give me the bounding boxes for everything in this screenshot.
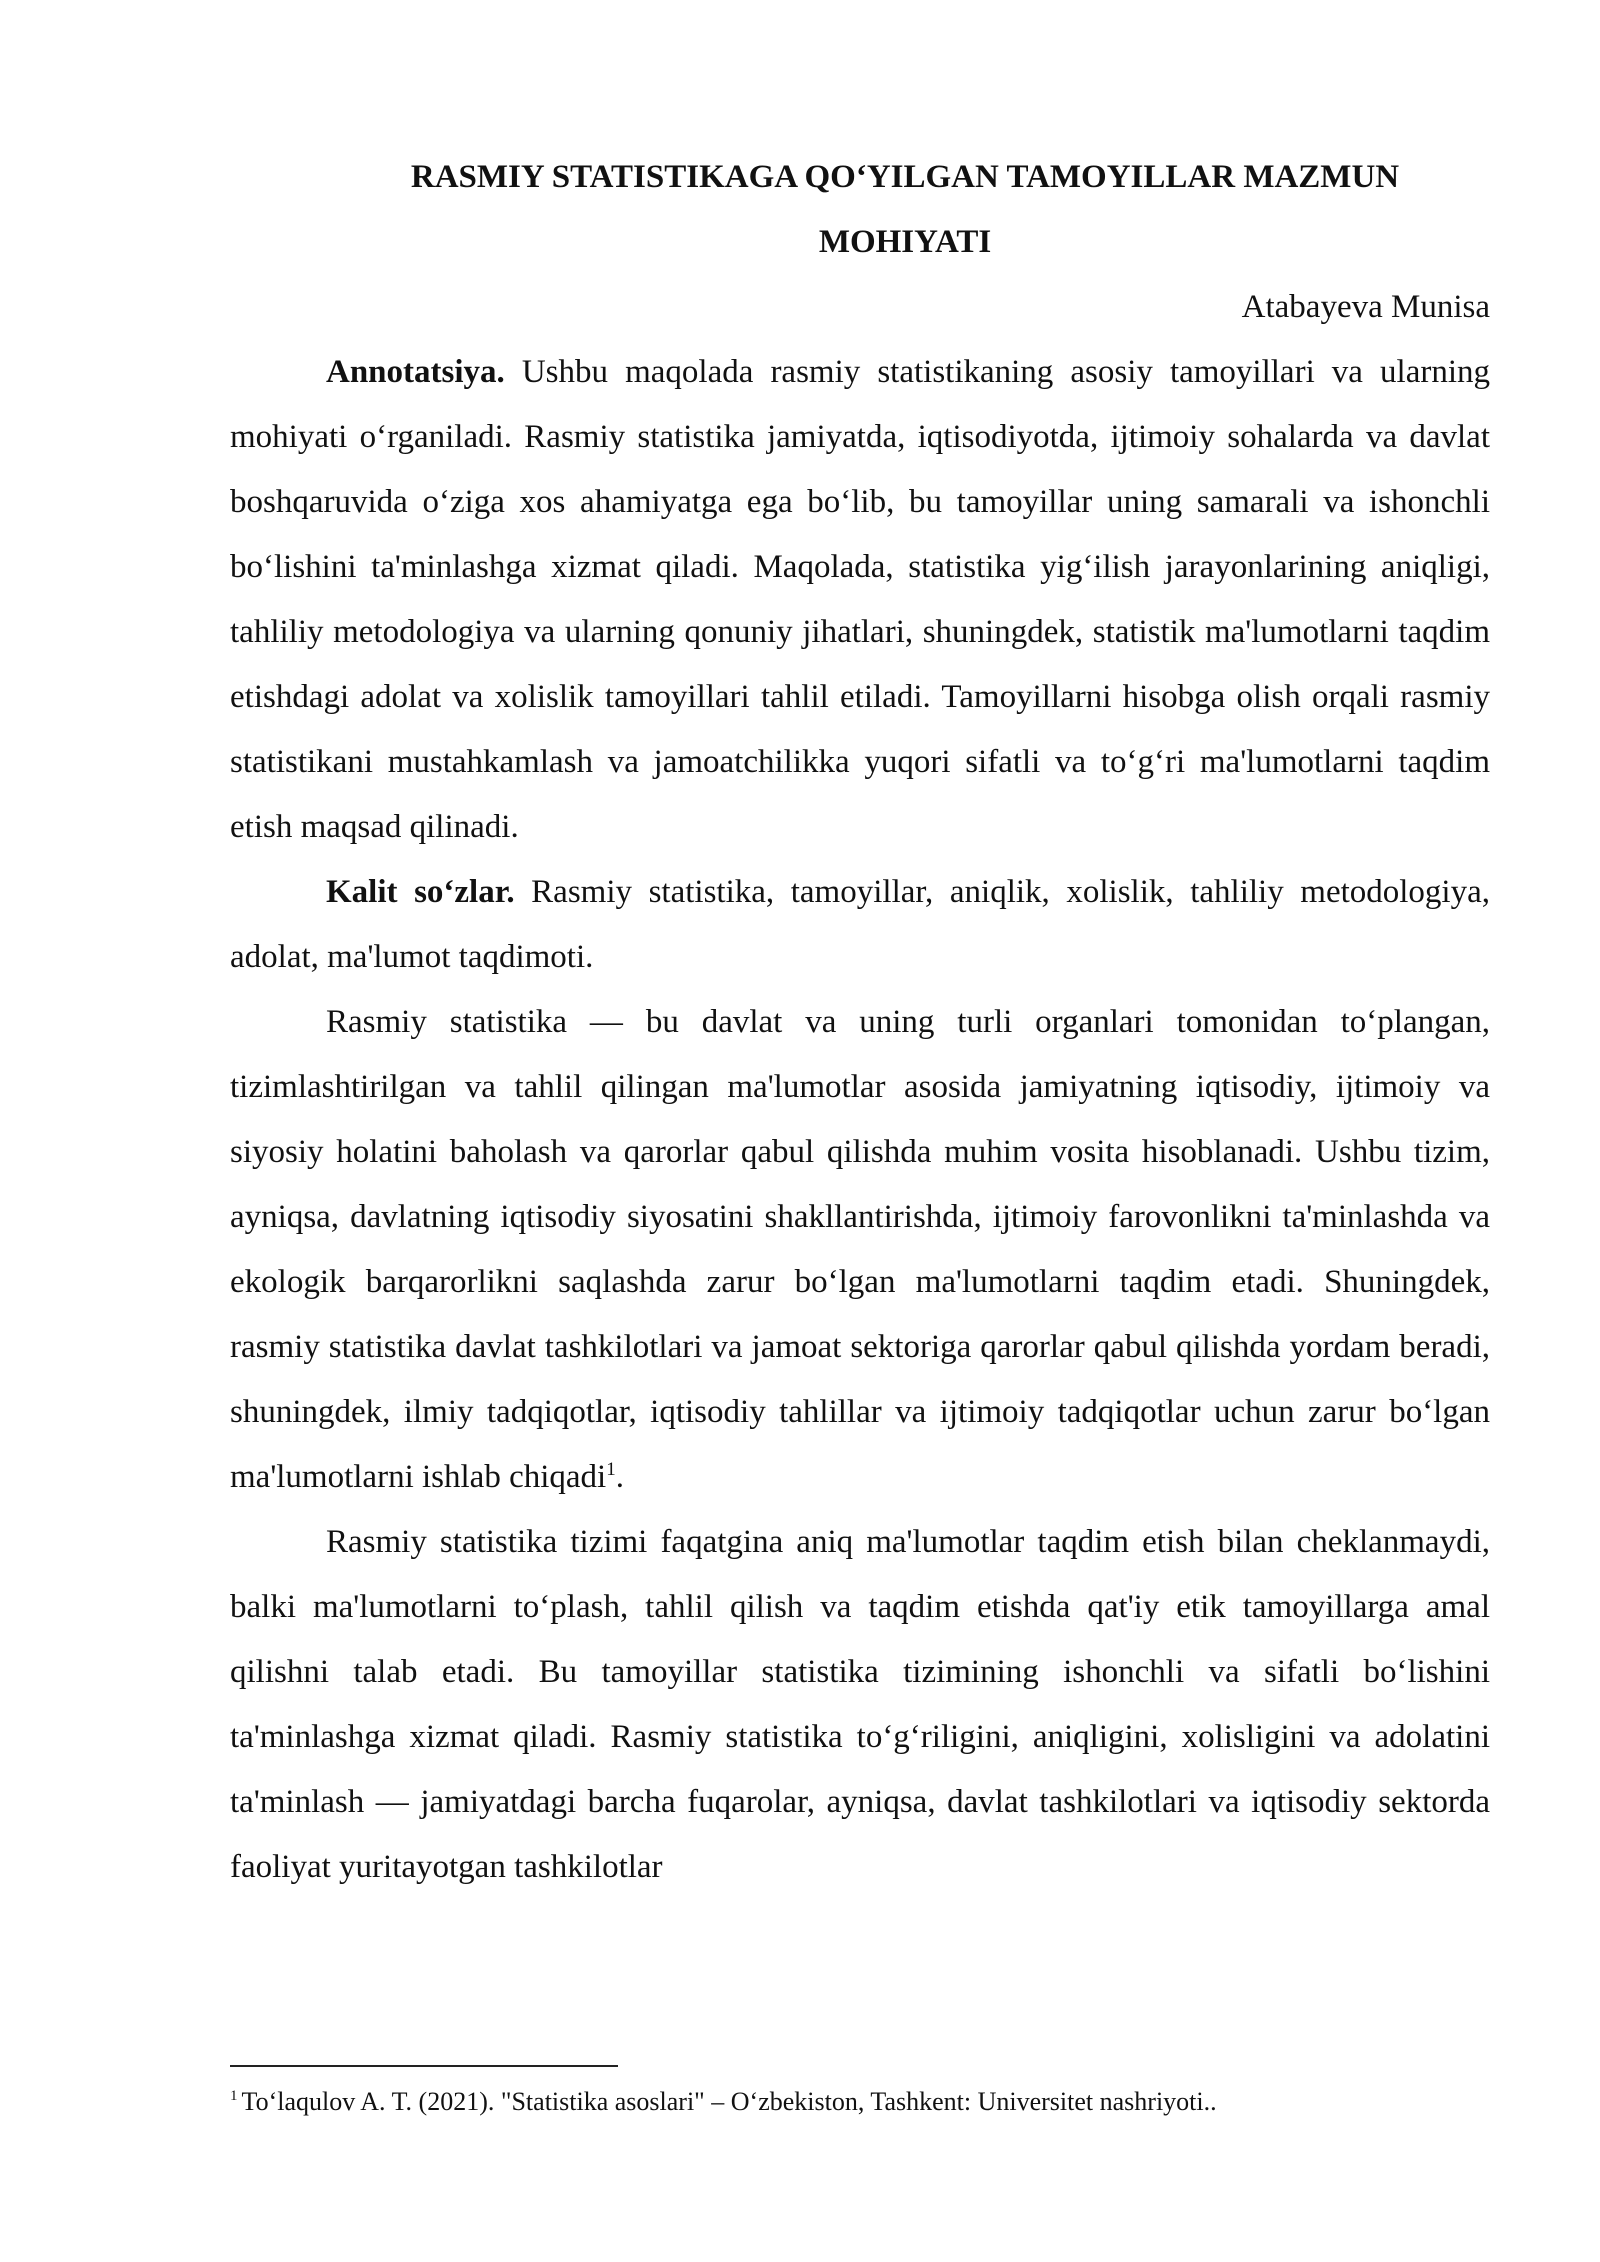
- keywords-paragraph: [230, 860, 1490, 990]
- footnote-mark: 1: [230, 2088, 238, 2105]
- abstract-text: Ushbu maqolada rasmiy statistikaning asosiy tamoyillari va ularning mohiyati o‘rganiladi. Rasmiy statistika jamiyatda, iqtisodiyotda, ijtimoiy sohalarda va davlat boshqaruvida o‘ziga xos ahamiyatga ega bo‘lib, bu tamoyillar uning samarali va ishonchli bo‘lishini ta'minlashga xizmat qiladi. Maqolada, statistika yig‘ilish jarayonlarining aniqligi, tahliliy metodologiya va ularning qonuniy jihatlari, shuningdek, statistik ma'lumotlarni taqdim etishdagi adolat va xolislik tamoyillari tahlil etiladi. Tamoyillarni hisobga olish orqali rasmiy statistikani mustahkamlash va jamoatchilikka yuqori sifatli va to‘g‘ri ma'lumotlarni taqdim etish maqsad qilinadi.: [230, 354, 1490, 845]
- author-name: Atabayeva Munisa: [1241, 289, 1490, 325]
- footnote-text: To‘laqulov A. T. (2021). "Statistika asoslari" – O‘zbekiston, Tashkent: Universitet nashriyoti..: [241, 2087, 1217, 2116]
- body-paragraph-1-text: Rasmiy statistika — bu davlat va uning turli organlari tomonidan to‘plangan, tizimlashtirilgan va tahlil qilingan ma'lumotlar asosida jamiyatning iqtisodiy, ijtimoiy va siyosiy holatini baholash va qarorlar qabul qilishda muhim vosita hisoblanadi. Ushbu tizim, ayniqsa, davlatning iqtisodiy siyosatini shakllantirishda, ijtimoiy farovonlikni ta'minlashda va ekologik barqarorlikni saqlashda zarur bo‘lgan ma'lumotlarni taqdim etadi. Shuningdek, rasmiy statistika davlat tashkilotlari va jamoat sektoriga qarorlar qabul qilishda yordam beradi, shuningdek, ilmiy tadqiqotlar, iqtisodiy tahlillar va ijtimoiy tadqiqotlar uchun zarur bo‘lgan ma'lumotlarni ishlab chiqadi: [230, 1004, 1490, 1495]
- abstract-label: Annotatsiya.: [326, 354, 505, 390]
- footnote-separator: [230, 2065, 618, 2067]
- footnote-reference[interactable]: 1: [606, 1459, 616, 1480]
- title-line-1: RASMIY STATISTIKAGA QO‘YILGAN TAMOYILLAR MAZMUN: [410, 159, 1400, 195]
- body-paragraph-1: [230, 990, 1490, 1510]
- document-page: [230, 145, 1490, 1900]
- body-paragraph-2: Rasmiy statistika tizimi faqatgina aniq ma'lumotlar taqdim etish bilan cheklanmaydi, balki ma'lumotlarni to‘plash, tahlil qilish va taqdim etishda qat'iy etik tamoyillarga amal qilishni talab etadi. Bu tamoyillar statistika tizimining ishonchli va sifatli bo‘lishini ta'minlashga xizmat qiladi. Rasmiy statistika to‘g‘riligini, aniqligini, xolisligini va adolatini ta'minlash — jamiyatdagi barcha fuqarolar, ayniqsa, davlat tashkilotlari va iqtisodiy sektorda faoliyat yuritayotgan tashkilotlar: [230, 1524, 1490, 1885]
- document-title: [230, 145, 1490, 275]
- footnote: [230, 2082, 1490, 2122]
- body-paragraph-1-end: .: [615, 1459, 624, 1495]
- keywords-label: Kalit so‘zlar.: [326, 874, 515, 910]
- keywords-text: Rasmiy statistika, tamoyillar, aniqlik, xolislik, tahliliy metodologiya, adolat, ma'lumot taqdimoti.: [230, 874, 1490, 975]
- title-line-2: MOHIYATI: [818, 224, 992, 260]
- abstract-paragraph: [230, 340, 1490, 860]
